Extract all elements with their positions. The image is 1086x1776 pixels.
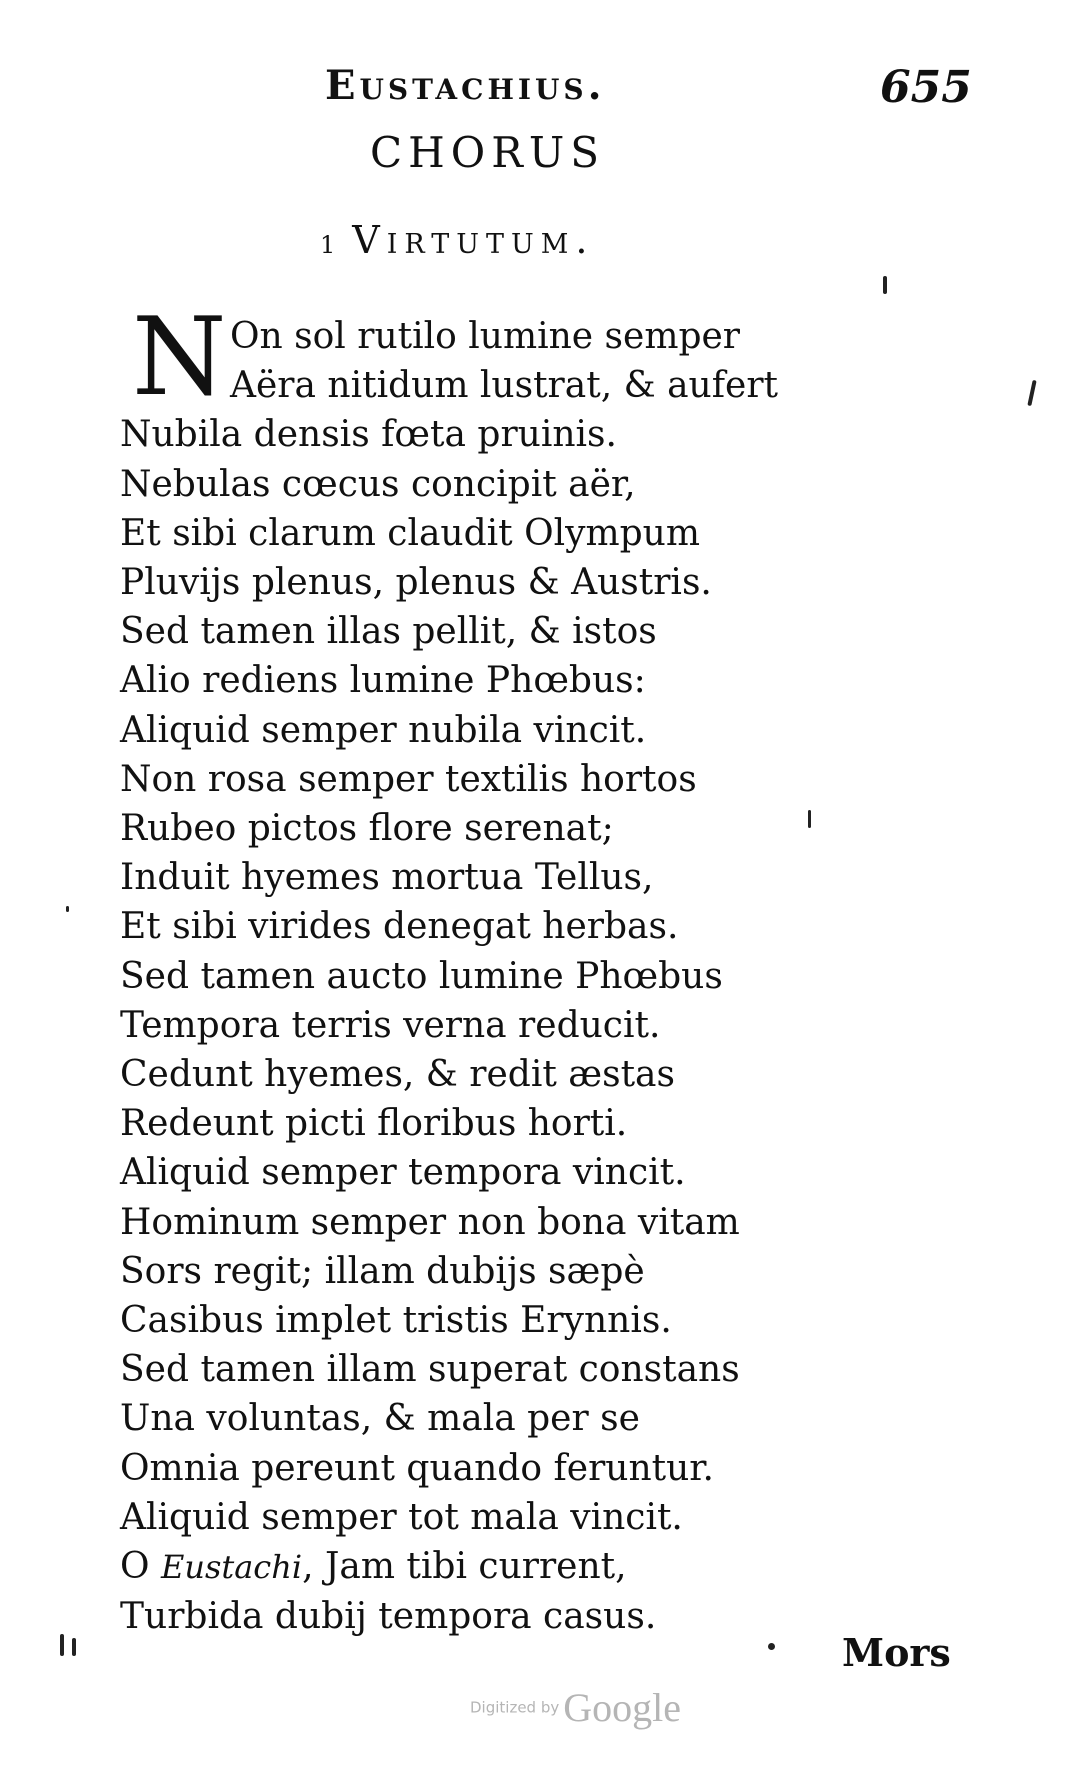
- running-head: [0, 62, 1086, 122]
- verse-line: Aliquid semper tempora vincit.: [120, 1152, 686, 1194]
- scan-speck: [72, 1638, 76, 1656]
- scan-speck: [808, 810, 811, 828]
- verse-line: Redeunt picti floribus horti.: [120, 1103, 628, 1145]
- footnote-mark: 1: [320, 231, 343, 259]
- verse-line-apostrophe: [120, 1542, 840, 1592]
- apostrophe-prefix: O: [120, 1546, 161, 1588]
- verse-line: Sed tamen aucto lumine Phœbus: [120, 955, 723, 997]
- scan-speck: [60, 1634, 64, 1656]
- verse-line: Sed tamen illam superat constans: [120, 1349, 740, 1391]
- scan-speck: [883, 276, 887, 294]
- verse-line: Turbida dubij tempora casus.: [120, 1596, 657, 1638]
- verse-line: Nubila densis fœta pruinis.: [120, 414, 617, 456]
- google-logo: Google: [563, 1685, 682, 1730]
- apostrophe-name: Eustachi: [160, 1548, 303, 1587]
- verse-block: [120, 295, 840, 1641]
- scan-speck: [768, 1643, 775, 1650]
- chorus-heading: CHORUS: [370, 128, 605, 177]
- verse-line: Et sibi virides denegat herbas.: [120, 906, 679, 948]
- scan-speck: [1027, 380, 1036, 406]
- virtutum-heading: [320, 218, 595, 262]
- verse-line: Nebulas cœcus concipit aër,: [120, 463, 636, 505]
- verse-line: Casibus implet tristis Erynnis.: [120, 1300, 672, 1342]
- verse-line: Et sibi clarum claudit Olympum: [120, 512, 700, 554]
- verse-line: Cedunt hyemes, & redit æstas: [120, 1054, 675, 1096]
- verse-line: Una voluntas, & mala per se: [120, 1398, 640, 1440]
- verse-line: Sed tamen illas pellit, & istos: [120, 611, 657, 653]
- verse-line: Omnia pereunt quando feruntur.: [120, 1447, 714, 1489]
- verse-line: On sol rutilo lumine semper: [230, 316, 741, 357]
- scan-speck: [66, 906, 69, 912]
- verse-line: Aliquid semper tot mala vincit.: [120, 1496, 683, 1538]
- drop-cap: N: [132, 295, 227, 420]
- running-title: Eustachius.: [325, 62, 606, 109]
- verse-line: Sors regit; illam dubijs sæpè: [120, 1250, 645, 1292]
- virtutum-title: Virtutum.: [352, 218, 595, 262]
- verse-line: Non rosa semper textilis hortos: [120, 758, 697, 800]
- verse-line: Tempora terris verna reducit.: [120, 1004, 661, 1046]
- verse-line: Aliquid semper nubila vincit.: [120, 709, 647, 751]
- verse-line: Pluvijs plenus, plenus & Austris.: [120, 562, 712, 604]
- page-number: 655: [880, 62, 972, 113]
- digitization-credit: [470, 1684, 681, 1731]
- digitized-by-text: Digitized by: [470, 1698, 560, 1717]
- verse-line: Induit hyemes mortua Tellus,: [120, 857, 654, 899]
- verse-line: Alio rediens lumine Phœbus:: [120, 660, 646, 702]
- verse-line: Aëra nitidum lustrat, & aufert: [230, 365, 779, 407]
- verse-line: Rubeo pictos flore serenat;: [120, 808, 614, 850]
- verse-line: Hominum semper non bona vitam: [120, 1201, 740, 1243]
- catchword: Mors: [842, 1630, 951, 1675]
- apostrophe-rest: , Jam tibi current,: [302, 1546, 627, 1588]
